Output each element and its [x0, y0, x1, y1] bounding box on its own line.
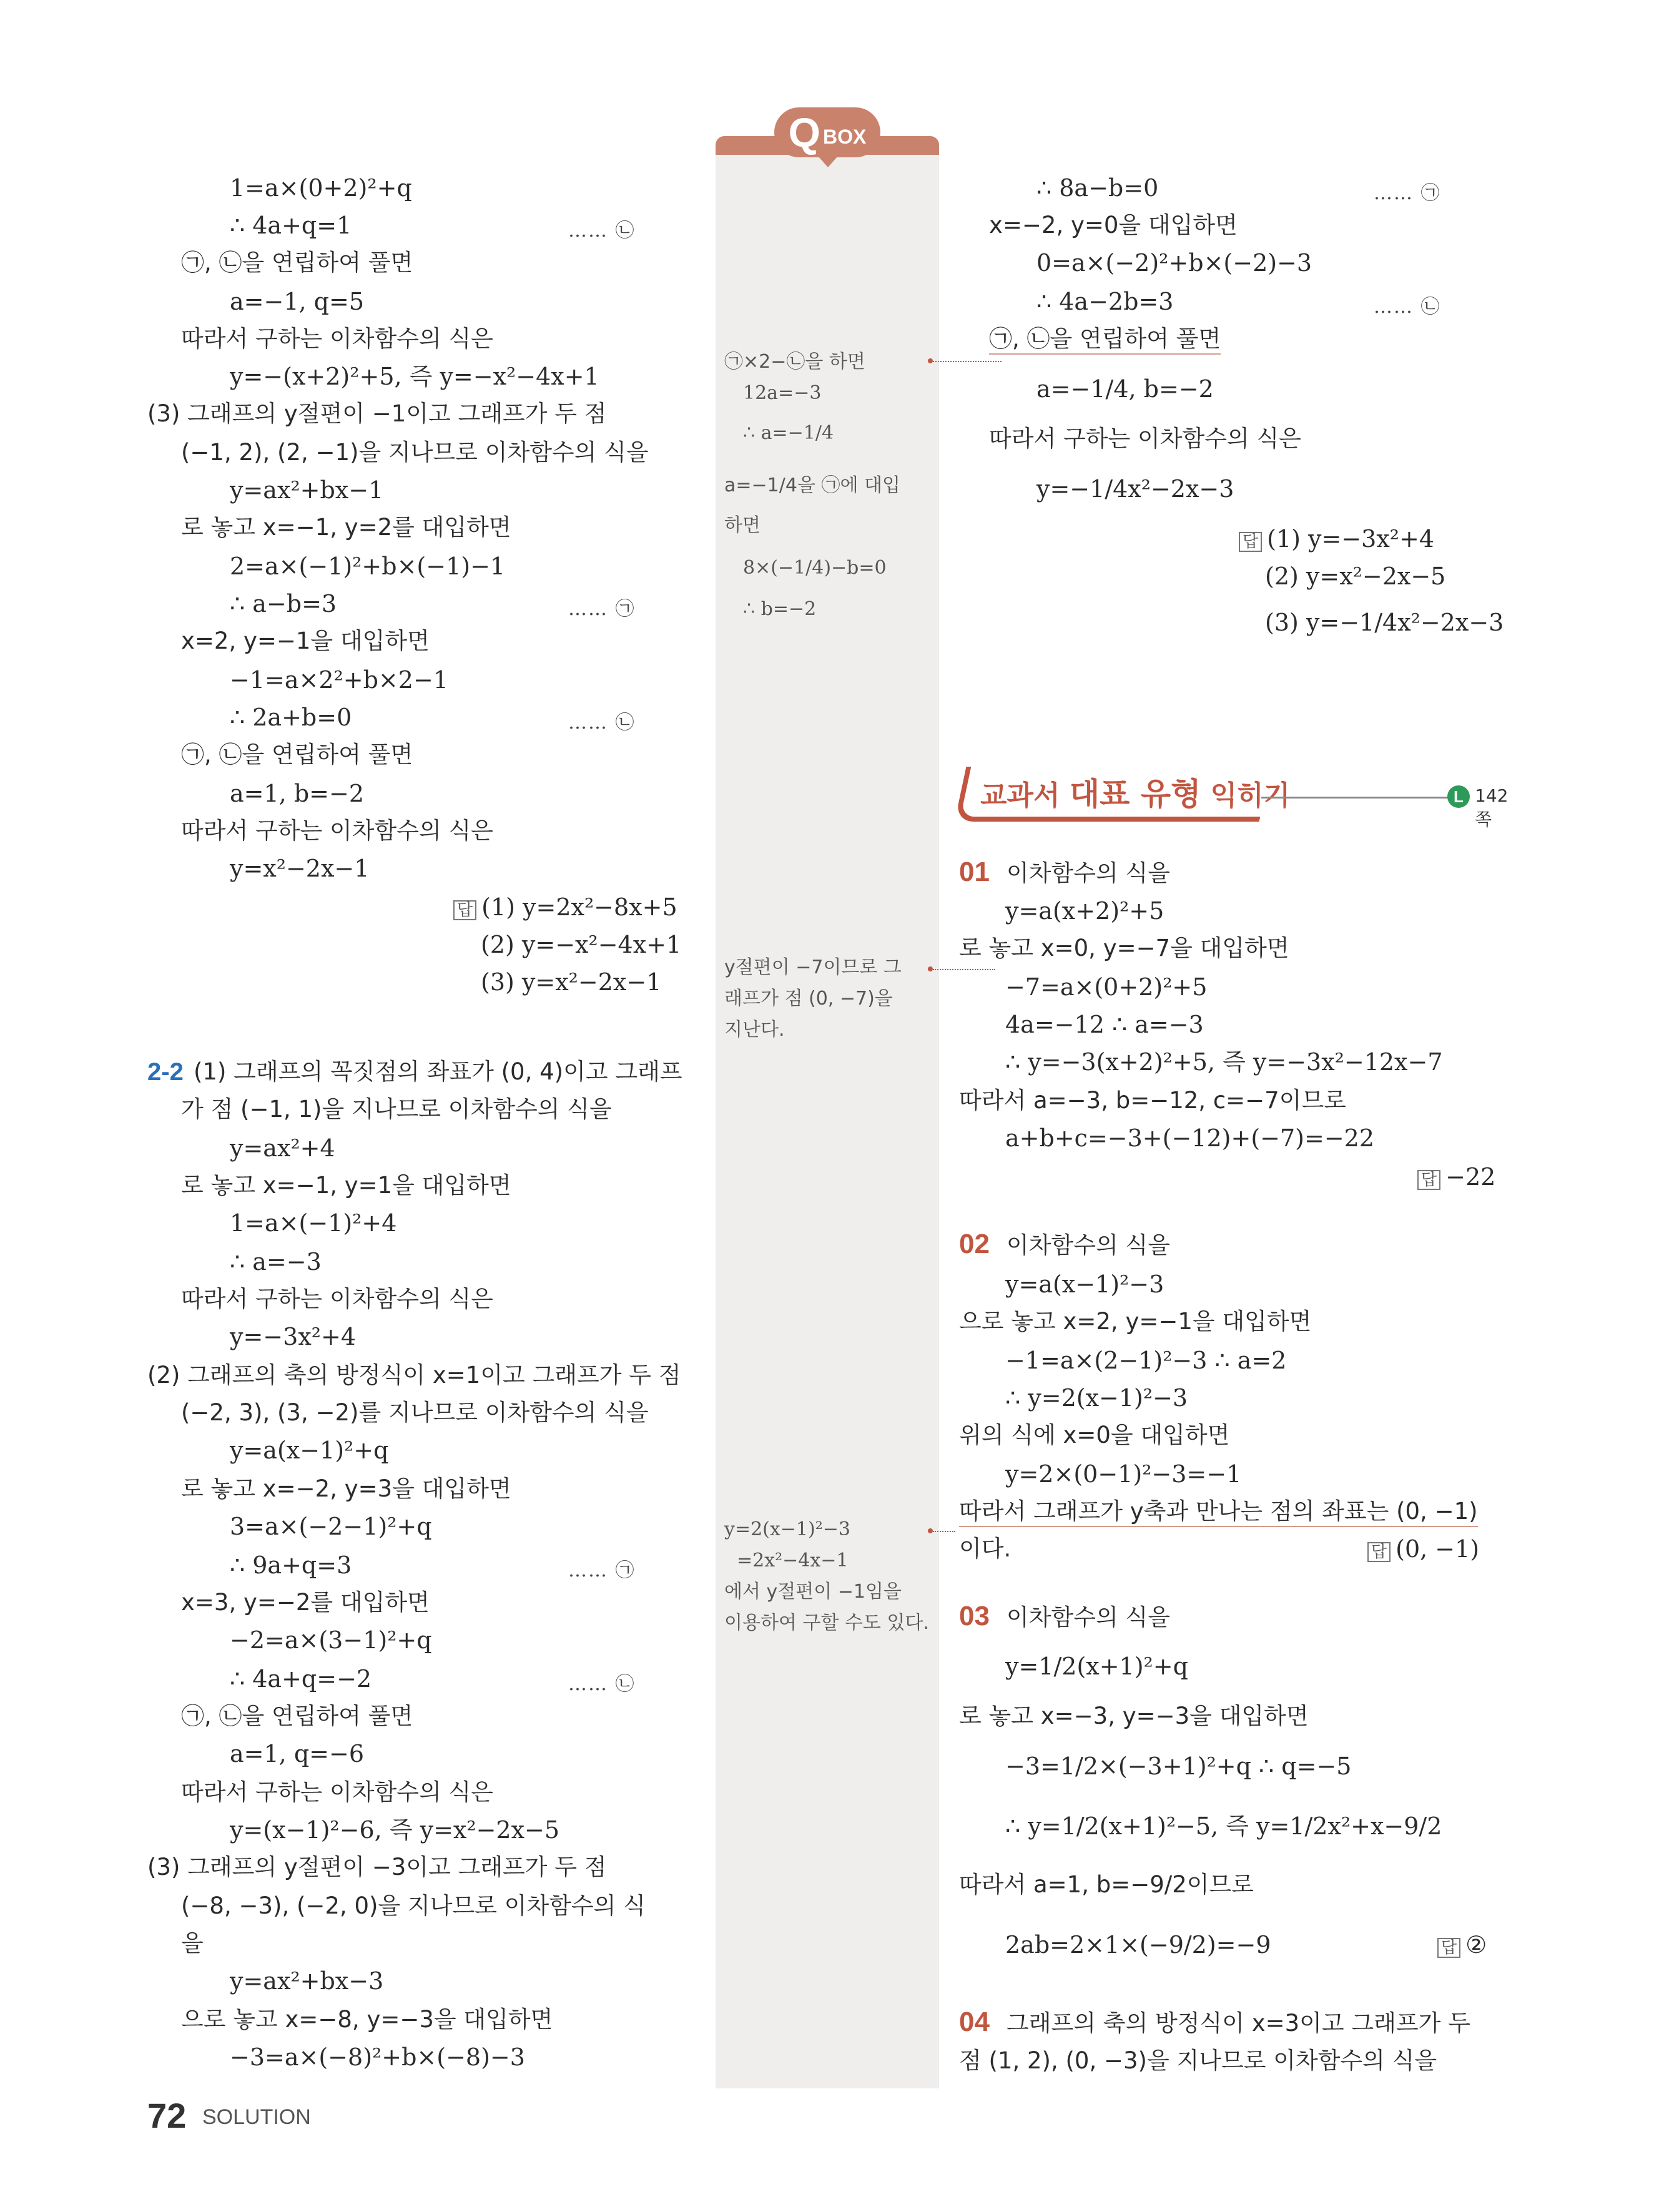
eq-marker: …… ㉡: [568, 1673, 636, 1695]
leader-line: [933, 361, 1002, 362]
qbox-badge-box: BOX: [823, 125, 867, 148]
qbox-note: 이용하여 구할 수도 있다.: [724, 1612, 929, 1634]
text-line: 이차함수의 식을: [1007, 1232, 1170, 1259]
problem-number: 2-2: [147, 1058, 184, 1086]
text-line: ㉠, ㉡을 연립하여 풀면: [181, 249, 413, 276]
answer-icon: 답: [1239, 532, 1262, 552]
answer-icon: 답: [1417, 1170, 1440, 1190]
text-line: x=2, y=−1을 대입하면: [181, 627, 430, 654]
eq-line: −1=a×(2−1)²−3 ∴ a=2: [1005, 1347, 1287, 1374]
answer-line: (3) y=x²−2x−1: [481, 968, 662, 996]
eq-line: y=2×(0−1)²−3=−1: [1005, 1460, 1242, 1488]
eq-line: ∴ 4a+q=−2: [230, 1665, 372, 1693]
text-line: ㉠, ㉡을 연립하여 풀면: [181, 1703, 413, 1729]
text-line: 따라서 a=1, b=−9/2이므로: [959, 1871, 1254, 1898]
qbox-note: y=2(x−1)²−3: [724, 1518, 850, 1540]
text-line: 따라서 구하는 이차함수의 식은: [181, 817, 493, 844]
eq-marker: …… ㉡: [568, 712, 636, 734]
qbox-note: a=−1/4을 ㉠에 대입: [724, 474, 900, 496]
qbox-note: ∴ a=−1/4: [743, 422, 834, 444]
eq-marker: …… ㉠: [568, 598, 636, 620]
text-line: (−2, 3), (3, −2)를 지나므로 이차함수의 식을: [181, 1399, 649, 1426]
text-line: 이차함수의 식을: [1007, 1604, 1170, 1631]
eq-line: ∴ y=2(x−1)²−3: [1005, 1384, 1188, 1412]
eq-marker: …… ㉠: [568, 1560, 636, 1581]
text-line: 로 놓고 x=−1, y=2를 대입하면: [181, 514, 511, 541]
eq-line: ∴ 9a+q=3: [230, 1551, 352, 1579]
text-line: 따라서 구하는 이차함수의 식은: [181, 1779, 493, 1806]
answer-line: 답 (1) y=−3x²+4: [1239, 524, 1434, 553]
text-line: 로 놓고 x=−2, y=3을 대입하면: [181, 1475, 511, 1502]
eq-line: 2=a×(−1)²+b×(−1)−1: [230, 553, 506, 580]
eq-line: y=−(x+2)²+5, 즉 y=−x²−4x+1: [230, 363, 599, 390]
leader-line: [933, 969, 995, 970]
eq-line: y=x²−2x−1: [230, 855, 370, 882]
eq-line: a=1, b=−2: [230, 780, 365, 807]
leader-dot-icon: [928, 966, 933, 971]
eq-line: ∴ 4a+q=1: [230, 212, 352, 239]
text-line: (1) 그래프의 꼭짓점의 좌표가 (0, 4)이고 그래프: [194, 1058, 682, 1085]
eq-line: y=a(x−1)²+q: [230, 1437, 389, 1464]
text-line: ㉠, ㉡을 연립하여 풀면: [989, 325, 1221, 353]
eq-line: −7=a×(0+2)²+5: [1005, 973, 1208, 1001]
eq-line: −3=1/2×(−3+1)²+q ∴ q=−5: [1005, 1752, 1352, 1780]
eq-line: 1=a×(0+2)²+q: [230, 174, 412, 202]
qbox-note: 래프가 점 (0, −7)을: [724, 988, 893, 1010]
answer-line: 답 ②: [1437, 1930, 1487, 1959]
text-line: 점 (1, 2), (0, −3)을 지나므로 이차함수의 식을: [959, 2047, 1437, 2074]
eq-line: y=a(x−1)²−3: [1005, 1271, 1164, 1298]
text-line: 로 놓고 x=−3, y=−3을 대입하면: [959, 1703, 1309, 1729]
eq-marker: …… ㉡: [1374, 296, 1441, 318]
eq-line: y=ax²+4: [230, 1134, 335, 1162]
banner-title: 교과서 대표 유형 익히기: [980, 776, 1291, 812]
text-line: x=−2, y=0을 대입하면: [989, 212, 1238, 238]
page-number: 72: [147, 2096, 187, 2135]
eq-line: y=ax²+bx−3: [230, 1967, 384, 1995]
eq-line: −3=a×(−8)²+b×(−8)−3: [230, 2043, 525, 2071]
leader-line: [933, 1531, 955, 1532]
eq-line: y=1/2(x+1)²+q: [1005, 1653, 1188, 1680]
text-line: 따라서 a=−3, b=−12, c=−7이므로: [959, 1087, 1346, 1114]
text-line: 로 놓고 x=−1, y=1을 대입하면: [181, 1172, 511, 1199]
eq-line: a=1, q=−6: [230, 1740, 365, 1767]
eq-line: ∴ y=−3(x+2)²+5, 즉 y=−3x²−12x−7: [1005, 1048, 1443, 1076]
qbox-note: 하면: [724, 514, 761, 536]
eq-line: 2ab=2×1×(−9/2)=−9: [1005, 1931, 1271, 1959]
text-line: 그래프의 축의 방정식이 x=3이고 그래프가 두: [1007, 2010, 1470, 2037]
text-line: 따라서 구하는 이차함수의 식은: [181, 1285, 493, 1312]
text-line: ㉠, ㉡을 연립하여 풀면: [181, 741, 413, 768]
qbox-note: ㉠×2−㉡을 하면: [724, 351, 865, 373]
text-line: 가 점 (−1, 1)을 지나므로 이차함수의 식을: [181, 1096, 612, 1123]
banner-rule: [1261, 797, 1449, 799]
text-line: 로 놓고 x=0, y=−7을 대입하면: [959, 935, 1289, 961]
answer-icon: 답: [1367, 1542, 1391, 1562]
question-number: 04: [959, 2007, 990, 2037]
eq-line: y=a(x+2)²+5: [1005, 897, 1164, 925]
leader-dot-icon: [928, 1528, 933, 1533]
qbox-note: 12a=−3: [743, 382, 822, 404]
eq-line: ∴ 2a+b=0: [230, 704, 352, 731]
eq-line: a=−1/4, b=−2: [1036, 375, 1214, 403]
eq-line: ∴ 8a−b=0: [1036, 174, 1159, 202]
eq-line: 1=a×(−1)²+4: [230, 1209, 397, 1237]
answer-line: (2) y=−x²−4x+1: [481, 931, 682, 958]
text-line: 으로 놓고 x=2, y=−1을 대입하면: [959, 1308, 1312, 1335]
question-number: 02: [959, 1229, 990, 1259]
section-banner: [955, 767, 1509, 830]
answer-line: 답 (1) y=2x²−8x+5: [453, 893, 677, 922]
eq-line: y=ax²+bx−1: [230, 476, 384, 504]
text-line: (3) 그래프의 y절편이 −3이고 그래프가 두 점: [147, 1854, 607, 1880]
eq-line: 4a=−12 ∴ a=−3: [1005, 1011, 1204, 1038]
answer-line: 답 −22: [1417, 1163, 1495, 1191]
reference-page: 142쪽: [1475, 785, 1509, 830]
eq-marker: …… ㉠: [1374, 182, 1441, 204]
text-line: 이차함수의 식을: [1007, 860, 1170, 887]
qbox-note: ∴ b=−2: [743, 598, 817, 620]
eq-line: ∴ 4a−2b=3: [1036, 288, 1174, 315]
qbox-pointer-icon: [818, 156, 838, 167]
eq-line: y=−3x²+4: [230, 1323, 357, 1350]
answer-icon: 답: [453, 900, 476, 920]
qbox-note: 에서 y절편이 −1임을: [724, 1581, 902, 1603]
eq-line: ∴ a−b=3: [230, 590, 337, 617]
eq-line: 0=a×(−2)²+b×(−2)−3: [1036, 249, 1312, 277]
question-number: 01: [959, 857, 990, 887]
qbox-note: =2x²−4x−1: [737, 1550, 849, 1571]
text-line: 이다.: [959, 1535, 1012, 1562]
answer-line: 답 (0, −1): [1367, 1535, 1479, 1563]
text-line: 따라서 그래프가 y축과 만나는 점의 좌표는 (0, −1): [959, 1497, 1478, 1526]
text-line: 으로 놓고 x=−8, y=−3을 대입하면: [181, 2006, 553, 2033]
text-line: 따라서 구하는 이차함수의 식은: [181, 325, 493, 352]
eq-line: a+b+c=−3+(−12)+(−7)=−22: [1005, 1124, 1375, 1152]
qbox-note: 8×(−1/4)−b=0: [743, 557, 887, 579]
text-line: 위의 식에 x=0을 대입하면: [959, 1422, 1230, 1448]
text-line: 을: [181, 1930, 204, 1957]
text-line: (−1, 2), (2, −1)을 지나므로 이차함수의 식을: [181, 439, 649, 466]
text-line: (2) 그래프의 축의 방정식이 x=1이고 그래프가 두 점: [147, 1362, 681, 1389]
text-line: (−8, −3), (−2, 0)을 지나므로 이차함수의 식: [181, 1892, 646, 1919]
text-line: 따라서 구하는 이차함수의 식은: [989, 425, 1301, 452]
level-badge-icon: L: [1447, 785, 1470, 808]
footer-label: SOLUTION: [202, 2105, 311, 2129]
leader-dot-icon: [928, 358, 933, 363]
text-line: x=3, y=−2를 대입하면: [181, 1589, 430, 1616]
eq-line: 3=a×(−2−1)²+q: [230, 1513, 432, 1540]
qbox-badge: [774, 107, 880, 157]
question-number: 03: [959, 1601, 990, 1631]
qbox-badge-q: Q: [788, 109, 820, 155]
answer-line: (2) y=x²−2x−5: [1265, 563, 1446, 590]
qbox-note: 지난다.: [724, 1019, 785, 1041]
answer-icon: 답: [1437, 1938, 1460, 1958]
eq-line: −1=a×2²+b×2−1: [230, 666, 448, 694]
answer-line: (3) y=−1/4x²−2x−3: [1265, 609, 1504, 636]
eq-line: y=−1/4x²−2x−3: [1036, 475, 1234, 503]
qbox-note: y절편이 −7이므로 그: [724, 956, 902, 978]
eq-line: ∴ a=−3: [230, 1248, 322, 1276]
eq-line: y=(x−1)²−6, 즉 y=x²−2x−5: [230, 1816, 560, 1844]
eq-line: a=−1, q=5: [230, 288, 365, 315]
eq-line: ∴ y=1/2(x+1)²−5, 즉 y=1/2x²+x−9/2: [1005, 1812, 1442, 1840]
eq-line: −2=a×(3−1)²+q: [230, 1626, 432, 1654]
text-line: (3) 그래프의 y절편이 −1이고 그래프가 두 점: [147, 400, 607, 427]
eq-marker: …… ㉡: [568, 220, 636, 242]
